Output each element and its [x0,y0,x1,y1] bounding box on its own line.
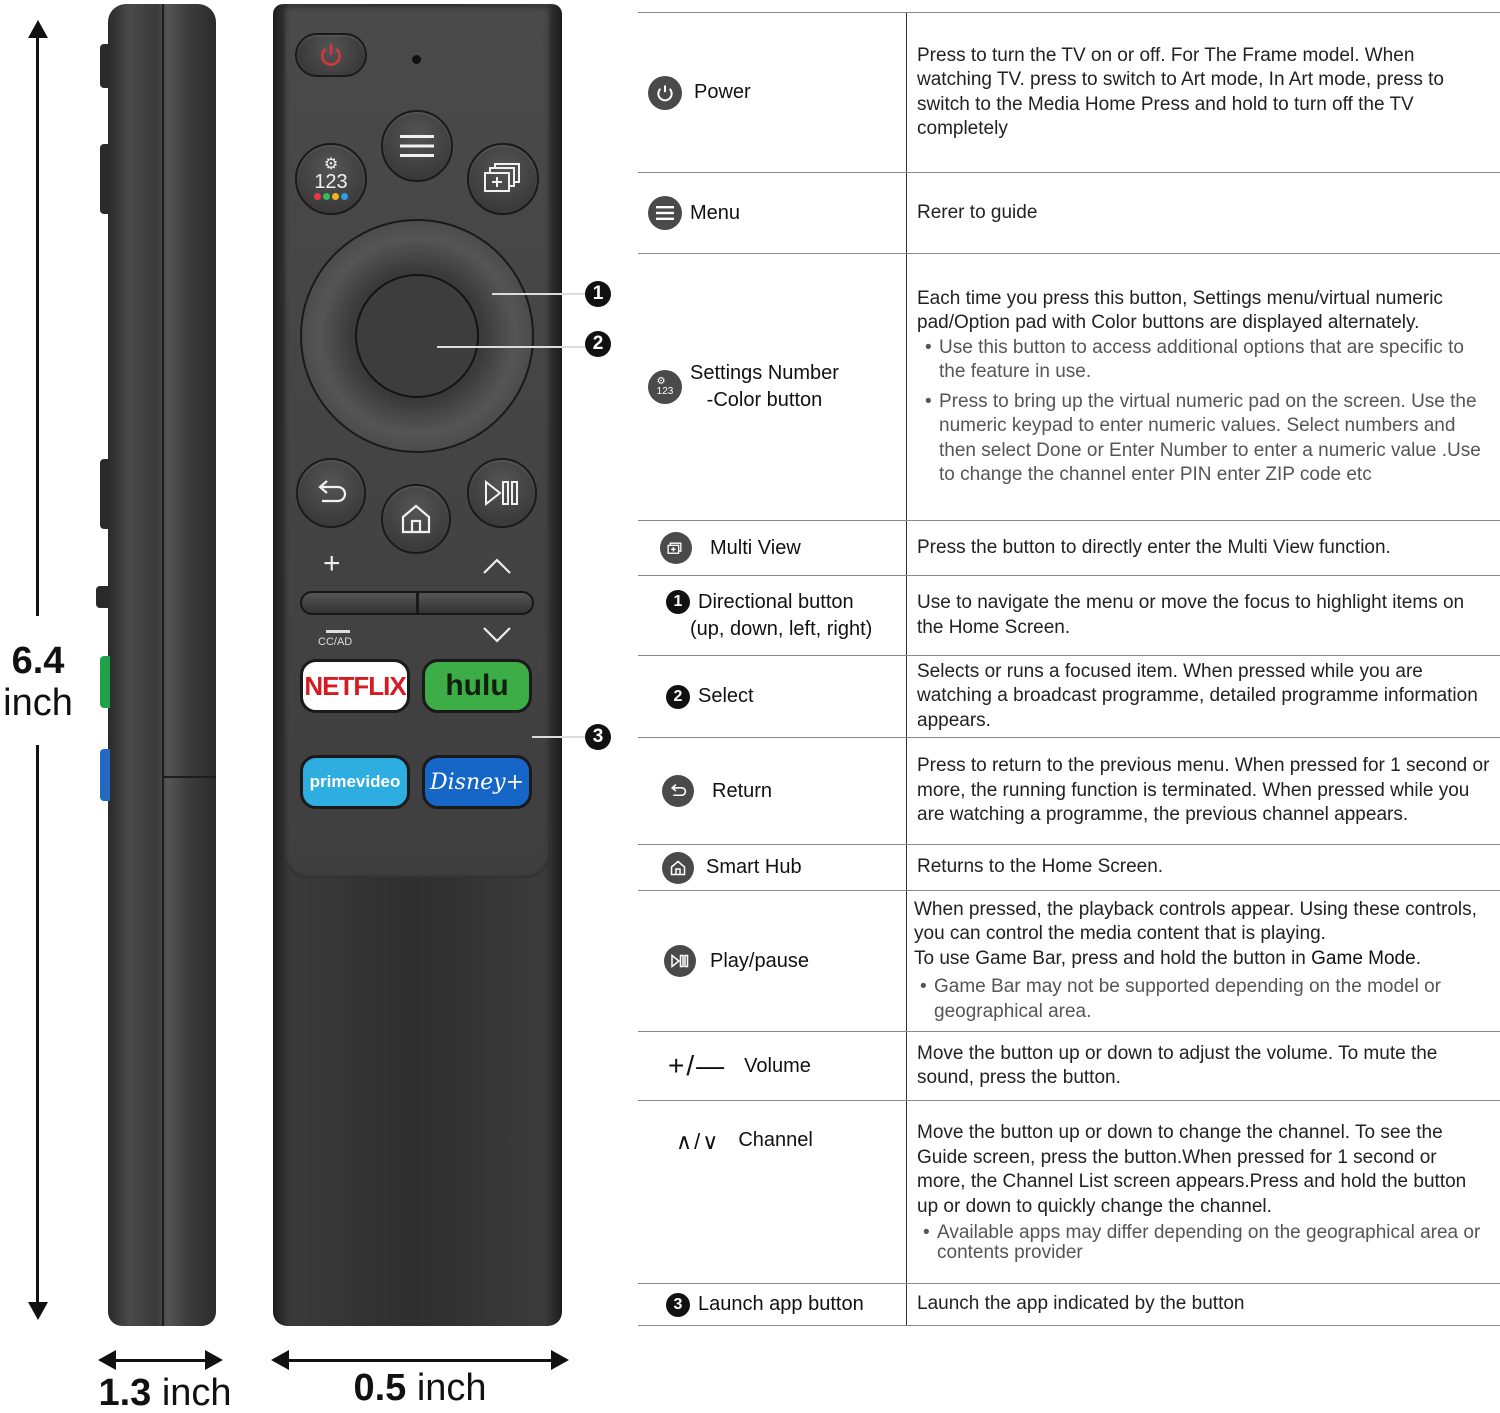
side-clip [96,586,110,608]
netflix-button[interactable]: NETFLIX [300,659,410,713]
volume-up-icon: + [323,547,341,580]
bullet-text: • Game Bar may not be supported depending on the model or geographical area. [914,975,1490,1024]
description-text: Rerer to guide [917,201,1038,223]
description-text-part: . [1415,947,1421,969]
button-name: Smart Hub [706,856,802,878]
button-name-line2: (up, down, left, right) [690,618,873,640]
dimension-line [36,745,39,1305]
table-row-settings-number [638,253,1500,520]
bullet-text: • Available apps may differ depending on the geographical area or contents provider [917,1223,1490,1263]
button-name-cell [638,1101,907,1283]
button-name-cell [638,656,907,737]
play-pause-icon [664,945,696,977]
side-button [100,144,110,214]
height-label: 6.4 inch [3,640,73,724]
disney-plus-button[interactable]: Disney+ [422,755,532,809]
table-row-launch-app [638,1283,1500,1326]
button-name: Multi View [710,536,801,559]
button-name-cell [638,521,907,575]
channel-up-icon [482,557,512,575]
description-cell [907,845,1500,890]
button-name-cell [638,891,907,1031]
callout-line [492,293,586,295]
power-button[interactable] [295,33,367,77]
button-name-cell [638,845,907,890]
play-pause-icon [484,480,520,506]
callout-1: 1 [585,281,611,307]
color-dots [314,193,348,200]
button-name: Volume [744,1054,811,1077]
description-text: Press to turn the TV on or off. For The Frame model. When watching TV. press to switch to Art mode, In Art mode, press to switch to the Media Home Press and hold to turn off the TV completely [917,44,1444,139]
callout-1-badge: 1 [666,590,690,614]
callout-3-badge: 3 [666,1293,690,1317]
table-row-play-pause [638,890,1500,1031]
button-name-line1 [666,590,854,614]
menu-icon [400,133,434,159]
description-cell [907,891,1500,1031]
description-cell [907,173,1500,253]
hulu-button[interactable]: hulu [422,659,532,713]
description-text [914,947,1490,972]
button-name-line1: Settings Number [690,362,839,384]
red-dot [314,193,321,200]
home-button[interactable] [381,484,451,554]
channel-down-icon [482,626,512,644]
button-name-cell [638,576,907,655]
yellow-dot [332,193,339,200]
home-icon [662,852,694,884]
button-name [690,362,839,412]
table-row-volume [638,1031,1500,1100]
description-cell [907,1032,1500,1100]
description-text: Press the button to directly enter the Multi View function. [917,536,1391,558]
rocker-divider [416,593,419,613]
description-cell [907,1101,1500,1283]
description-cell [907,1284,1500,1325]
button-name-cell [638,254,907,520]
table-row-smart-hub [638,844,1500,890]
button-name: Select [698,685,754,707]
description-text: Move the button up or down to adjust the volume. To mute the sound, press the button. [917,1042,1438,1088]
button-name-cell [638,1284,907,1325]
volume-plus-minus-icon: +/— [668,1050,727,1081]
cc-ad-label: CC/AD [318,636,353,648]
settings-number-button[interactable] [295,143,367,215]
description-text: Launch the app indicated by the button [917,1293,1245,1315]
green-side-button [100,656,110,708]
description-cell [907,576,1500,655]
return-icon [314,479,348,507]
button-name-cell [638,173,907,253]
table-row-multi-view [638,520,1500,575]
bullet-text: • Press to bring up the virtual numeric pad on the screen. Use the numeric keypad to enter numeric values. Select numbers and then select Done or Enter Number to enter a numeric value .Use to change the channel enter PIN enter ZIP code etc [917,390,1490,488]
table-row-directional [638,575,1500,655]
width-label: 0.5 inch [353,1367,487,1409]
dimension-line [110,1359,212,1362]
description-cell [907,738,1500,844]
numbers-label: 123 [314,171,348,193]
multi-view-button[interactable] [467,143,539,215]
button-name-cell [638,738,907,844]
description-text-part: To use Game Bar, press and hold the button in [914,947,1312,969]
side-button [100,44,110,88]
button-name: Power [694,81,751,103]
description-cell [907,13,1500,172]
play-pause-button[interactable] [467,458,537,528]
seam [162,776,216,778]
menu-button[interactable] [381,110,453,182]
multi-view-icon [483,163,523,195]
menu-icon [648,196,682,230]
channel-up-down-icon: ∧/∨ [676,1129,721,1154]
button-name-cell [638,13,907,172]
green-dot [323,193,330,200]
description-text: Move the button up or down to change the channel. To see the Guide screen, press the button.When pressed for 1 second or more, the Channel List screen appears.Press and hold the button up or down to quickly change the channel. [917,1122,1467,1217]
thickness-label: 1.3 inch [98,1372,232,1413]
description-text: Each time you press this button, Settings menu/virtual numeric pad/Option pad with Color buttons are displayed alternately. [917,287,1443,333]
table-row-return [638,737,1500,844]
power-icon [648,76,682,110]
button-name [666,590,872,641]
callout-3: 3 [585,724,611,750]
volume-down-icon [326,630,350,633]
dimension-line [283,1359,559,1362]
description-cell [907,521,1500,575]
button-name: Menu [690,201,741,224]
blue-side-button [100,749,110,801]
arrow-right-icon [205,1350,223,1370]
button-function-table [638,12,1500,1326]
select-button[interactable] [355,274,479,398]
return-icon [662,775,694,807]
callout-2: 2 [585,331,611,357]
button-name: Return [712,779,773,802]
button-name-text: Directional button [698,590,854,613]
table-row-channel [638,1100,1500,1283]
side-button [100,459,110,529]
volume-channel-rocker[interactable] [300,591,534,615]
gear-icon: ⚙ [323,156,339,173]
table-row-power [638,12,1500,172]
description-text: Returns to the Home Screen. [917,856,1164,878]
callout-line [437,346,586,348]
description-text: Selects or runs a focused item. When pressed while you are watching a broadcast programme, detailed programme information appears. [917,660,1478,731]
callout-2-badge: 2 [666,685,690,709]
table-row-select [638,655,1500,737]
description-cell [907,254,1500,520]
table-row-menu [638,172,1500,253]
description-cell [907,656,1500,737]
button-name: Channel [738,1129,813,1151]
description-text: Press to return to the previous menu. When pressed for 1 second or more, the running function is terminated. When pressed while you are watching a programme, the previous channel appears. [917,755,1490,826]
microphone-hole [412,55,421,64]
settings-number-icon: ⚙ 123 [648,370,682,404]
blue-dot [341,193,348,200]
button-name: Play/pause [710,949,809,972]
game-mode-term: Game Mode [1311,947,1416,969]
home-icon [400,503,432,535]
button-name: Launch app button [698,1293,864,1315]
callout-line [532,736,586,738]
bullet-text: • Use this button to access additional options that are specific to the feature in use. [917,336,1490,385]
arrow-right-icon [551,1350,569,1370]
dimension-line [36,36,39,616]
description-text: When pressed, the playback controls appear. Using these controls, you can control the media content that is playing. [914,898,1477,945]
seam [162,4,164,1326]
button-name-cell [638,1032,907,1100]
arrow-down-icon [28,1302,48,1320]
multi-view-icon [660,532,692,564]
remote-side-view [108,4,216,1326]
prime-video-button[interactable]: primevideo [300,755,410,809]
power-icon [318,42,344,68]
button-name-line2: -Color button [706,389,823,411]
return-button[interactable] [296,458,366,528]
description-text: Use to navigate the menu or move the focus to highlight items on the Home Screen. [917,592,1465,638]
